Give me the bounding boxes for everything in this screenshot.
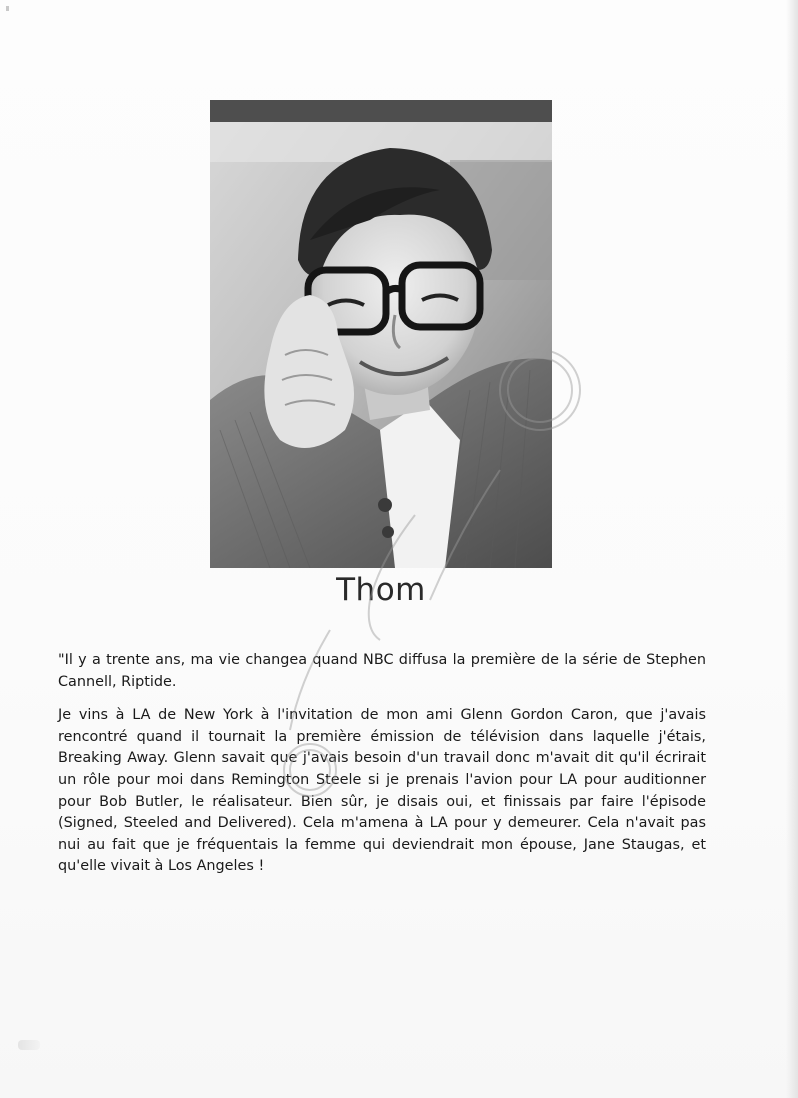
profile-name: Thom	[336, 572, 426, 608]
scan-mark	[18, 1040, 40, 1050]
quote-paragraph: "Il y a trente ans, ma vie changea quand NBC diffusa la première de la série de Stephen Cannell, Riptide.	[58, 652, 706, 690]
scan-speck	[6, 6, 9, 11]
quote-paragraph: Je vins à LA de New York à l'invitation de mon ami Glenn Gordon Caron, que j'avais rencontré quand il tournait la première émission de télévision dans laquelle j'étais, Breaking Away. Glenn savait que j'avais besoin d'un travail donc m'avait dit qu'il écrirait un rôle pour moi dans Remington Steele si je prenais l'avion pour LA pour auditionner pour Bob Butler, le réalisateur. Bien sûr, je disais oui, et finissais par faire l'épisode (Signed, Steeled and Delivered). Cela m'amena à LA pour y demeurer. Cela n'avait pas nui au fait que je fréquentais la femme qui deviendrait mon épouse, Jane Staugas, et qu'elle vivait à Los Angeles !	[58, 707, 706, 875]
quote-body	[58, 650, 706, 890]
portrait-illustration	[210, 100, 552, 568]
page-edge-shadow	[786, 0, 798, 1098]
portrait-photo	[210, 100, 552, 568]
